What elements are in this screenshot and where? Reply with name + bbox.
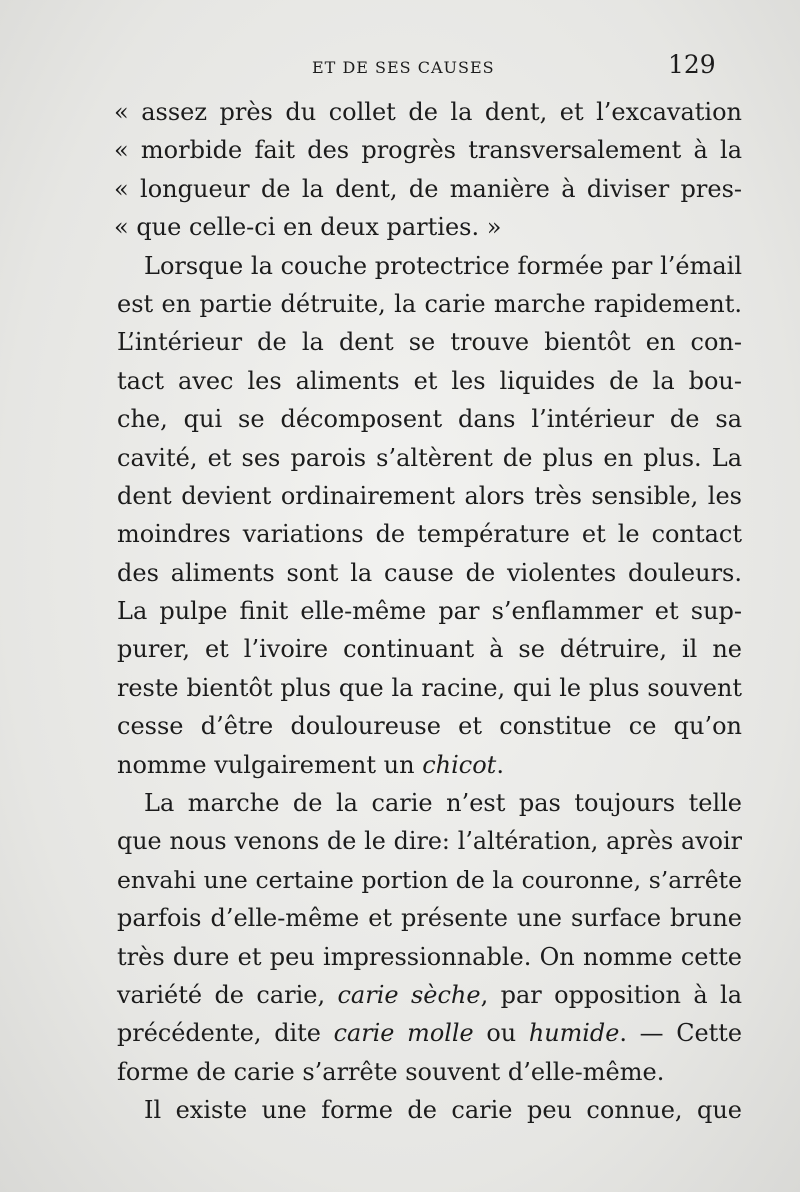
text-run: Lorsque la couche protectrice formée par l’émail bbox=[144, 251, 742, 280]
text-run: . bbox=[496, 750, 504, 779]
text-line bbox=[117, 554, 742, 592]
text-run: Il existe une forme de carie peu connue, que bbox=[144, 1096, 742, 1125]
text-line bbox=[117, 400, 742, 438]
text-line bbox=[117, 938, 742, 976]
text-run: reste bientôt plus que la racine, qui le plus souvent bbox=[117, 673, 742, 702]
text-run: « longueur de la dent, de manière à diviser pres- bbox=[114, 174, 742, 203]
text-run: dent devient ordinairement alors très sensible, les bbox=[117, 481, 742, 510]
text-line bbox=[117, 477, 742, 515]
text-line bbox=[117, 1014, 742, 1052]
text-run: « morbide fait des progrès transversalement à la bbox=[114, 136, 742, 165]
text-line bbox=[117, 247, 742, 285]
text-line bbox=[117, 1053, 742, 1091]
text-line bbox=[114, 170, 742, 208]
text-run: « que celle-ci en deux parties. » bbox=[114, 213, 502, 242]
text-line bbox=[117, 784, 742, 822]
text-run: La marche de la carie n’est pas toujours telle bbox=[144, 789, 742, 818]
text-run: moindres variations de température et le contact bbox=[117, 520, 742, 549]
running-title: ET DE SES CAUSES bbox=[312, 58, 495, 77]
text-line bbox=[117, 669, 742, 707]
text-line bbox=[114, 131, 742, 169]
text-run: que nous venons de le dire: l’altération, après avoir bbox=[117, 827, 742, 856]
italic-term: carie molle bbox=[333, 1019, 474, 1048]
text-run: nomme vulgairement un bbox=[117, 750, 423, 779]
text-line bbox=[117, 976, 742, 1014]
text-line bbox=[114, 208, 742, 246]
text-run: des aliments sont la cause de violentes douleurs. bbox=[117, 558, 742, 587]
text-line bbox=[117, 861, 742, 899]
text-run: purer, et l’ivoire continuant à se détruire, il ne bbox=[117, 635, 742, 664]
text-line bbox=[117, 707, 742, 745]
text-run: parfois d’elle-même et présente une surface brune bbox=[117, 904, 742, 933]
text-line bbox=[117, 285, 742, 323]
italic-term: chicot bbox=[422, 750, 497, 779]
page-number: 129 bbox=[668, 50, 716, 79]
text-line bbox=[114, 93, 742, 131]
text-line bbox=[117, 746, 742, 784]
text-line bbox=[117, 515, 742, 553]
text-run: cavité, et ses parois s’altèrent de plus en plus. La bbox=[117, 443, 742, 472]
text-line bbox=[117, 1091, 742, 1129]
text-run: variété de carie, bbox=[117, 980, 338, 1009]
text-run: La pulpe finit elle-même par s’enflammer et sup- bbox=[117, 597, 742, 626]
text-run: envahi une certaine portion de la couronne, s’arrête bbox=[117, 865, 742, 894]
text-run: précédente, dite bbox=[117, 1019, 334, 1048]
text-line bbox=[117, 822, 742, 860]
text-run: très dure et peu impressionnable. On nomme cette bbox=[117, 942, 742, 971]
italic-term: humide bbox=[528, 1019, 620, 1048]
text-run: ou bbox=[473, 1019, 529, 1048]
text-run: est en partie détruite, la carie marche rapidement. bbox=[117, 289, 742, 318]
text-run: « assez près du collet de la dent, et l’excavation bbox=[114, 98, 742, 126]
text-line bbox=[117, 362, 742, 400]
text-line bbox=[117, 439, 742, 477]
text-line bbox=[117, 323, 742, 361]
text-line bbox=[117, 899, 742, 937]
text-run: tact avec les aliments et les liquides de la bou- bbox=[117, 366, 742, 395]
text-run: cesse d’être douloureuse et constitue ce qu’on bbox=[117, 712, 742, 741]
page-header bbox=[0, 50, 800, 90]
text-line bbox=[117, 592, 742, 630]
text-run: L’intérieur de la dent se trouve bientôt en con- bbox=[117, 328, 742, 357]
text-run: che, qui se décomposent dans l’intérieur de sa bbox=[117, 405, 742, 434]
text-run: . — Cette bbox=[619, 1019, 742, 1048]
italic-term: carie sèche bbox=[337, 980, 481, 1009]
text-run: forme de carie s’arrête souvent d’elle-même. bbox=[117, 1057, 665, 1086]
body-text bbox=[114, 93, 742, 1130]
text-line bbox=[117, 630, 742, 668]
text-run: , par opposition à la bbox=[480, 980, 742, 1009]
